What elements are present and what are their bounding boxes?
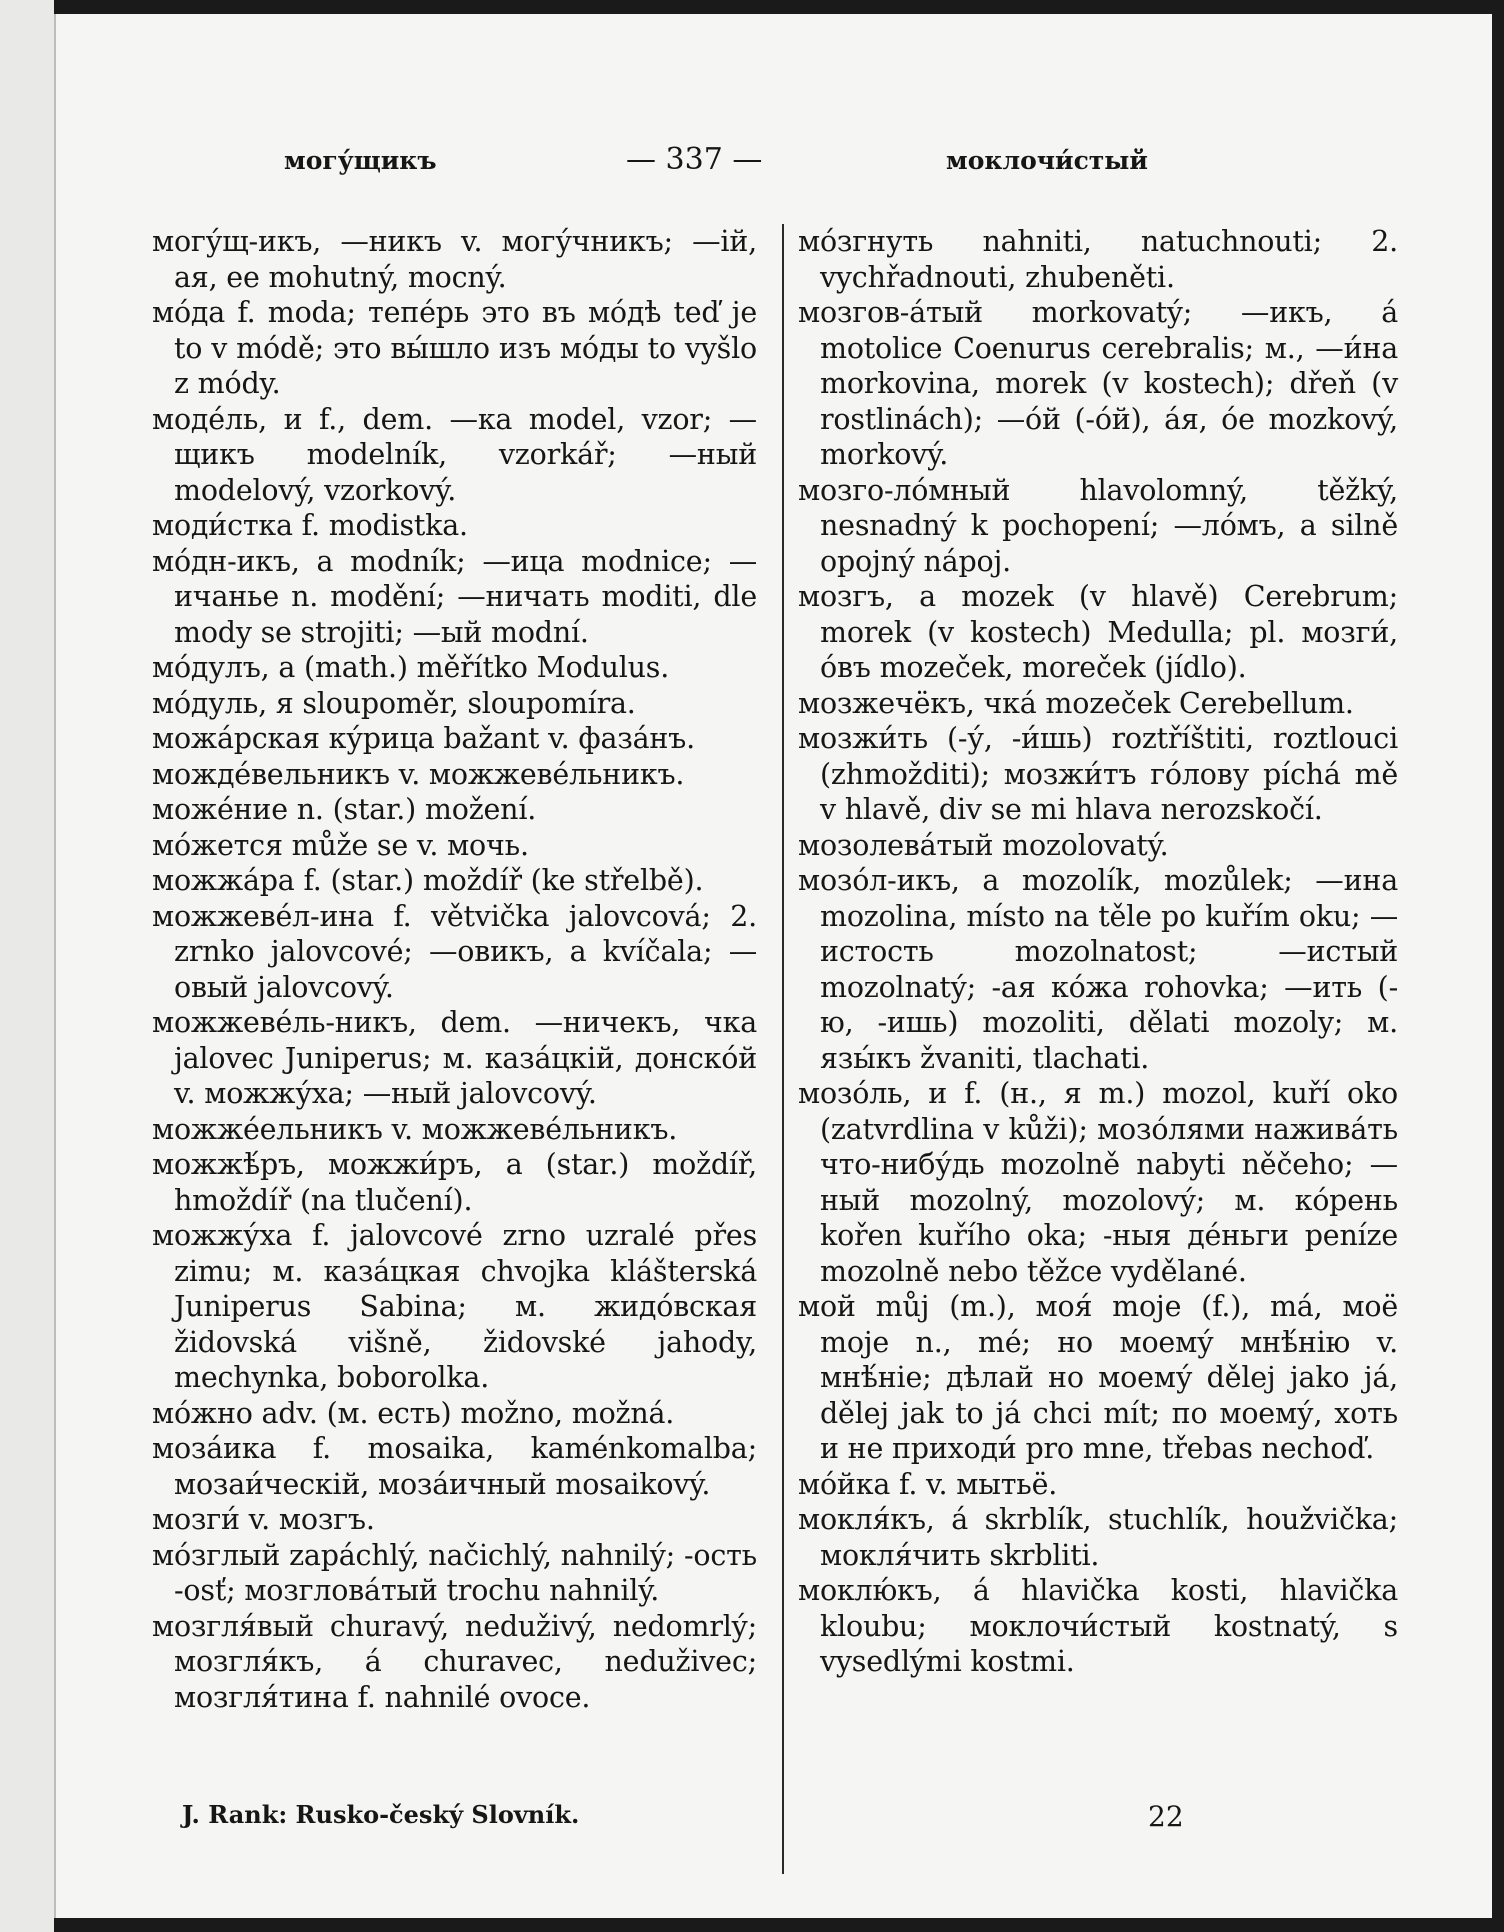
facing-page-edge: [0, 0, 54, 1932]
dictionary-entry: мозгля́вый churavý, neduživý, nedomrlý; мозгля́къ, á churavec, neduživec; мозгля́тина f. nahnilé ovoce.: [152, 1609, 757, 1714]
dictionary-entry: мозолева́тый mozolovatý.: [798, 828, 1169, 862]
dictionary-entry: мо́йка f. v. мытьё.: [798, 1467, 1058, 1501]
dictionary-entry: можжеве́ль-никъ, dem. —ничекъ, чка jalovec Juniperus; м. каза́цкій, донско́й v. можжу́ха; —ный jalovcový.: [152, 1006, 757, 1110]
dictionary-entry: мозо́л-икъ, a mozolík, mozůlek; —ина mozolina, místo na těle po kuřím oku; —истость mozolnatost; —истый mozolnatý; -ая ко́жа rohovka; —ить (-ю, -ишь) mozoliti, dělati mozoly; м. язы́къ žvaniti, tlachati.: [798, 864, 1398, 1075]
dictionary-entry: мо́дулъ, a (math.) měřítko Modulus.: [152, 651, 670, 684]
dictionary-entry: мозго-ло́мный hlavolomný, těžký, nesnadný k pochopení; —ло́мъ, a silně opojný nápoj.: [798, 473, 1398, 578]
dictionary-entry: можде́вельникъ v. можжеве́льникъ.: [152, 757, 685, 791]
column-divider: [782, 224, 784, 1874]
signature-mark: 22: [1148, 1800, 1184, 1833]
dictionary-entry: мо́зглый zapáchlý, načichlý, nahnilý; -ость -osť; мозглова́тый trochu nahnilý.: [152, 1538, 757, 1607]
page-number: — 337 —: [626, 142, 763, 177]
left-column: [152, 224, 757, 1715]
dictionary-entry: мозо́ль, и f. (н., я m.) mozol, kuří oko (zatvrdlina v kůži); мозо́лями нажива́ть что-нибу́дь mozolně nabyti něčeho; —ный mozolný, mozolový; м. ко́рень kořen kuřího oka; -ныя де́ньги peníze mozolně nebo těžce vydělané.: [798, 1077, 1398, 1288]
dictionary-entry: моза́ика f. mosaika, kaménkomalba; мозаи́ческій, моза́ичный mosaikový.: [152, 1432, 757, 1501]
dictionary-entry: могу́щ-икъ, —никъ v. могу́чникъ; —ій, ая, ее mohutný, mocný.: [152, 225, 757, 294]
dictionary-entry: мо́дуль, я sloupoměr, sloupomíra.: [152, 686, 636, 720]
dictionary-entry: моди́стка f. modistka.: [152, 509, 468, 542]
header-right-guideword: моклочи́стый: [946, 146, 1148, 175]
footer-imprint: J. Rank: Rusko-český Slovník.: [182, 1800, 580, 1829]
right-column: [798, 224, 1398, 1680]
dictionary-entry: моклю́къ, á hlavička kosti, hlavička kloubu; моклочи́стый kostnatý, s vysedlými kostmi.: [798, 1574, 1398, 1678]
dictionary-entry: мозжечёкъ, чка́ mozeček Cerebellum.: [798, 686, 1354, 720]
dictionary-entry: можжѣ́ръ, можжи́ръ, a (star.) moždíř, hmoždíř (na tlučení).: [152, 1148, 757, 1217]
page-header: [56, 132, 1492, 177]
dictionary-entry: мо́жно adv. (м. есть) možno, možná.: [152, 1396, 675, 1430]
dictionary-entry: можже́ельникъ v. можжеве́льникъ.: [152, 1112, 678, 1146]
dictionary-entry: мокля́къ, á skrblík, stuchlík, houžvička; мокля́чить skrbliti.: [798, 1503, 1398, 1572]
dictionary-entry: мозжи́ть (-у́, -и́шь) roztříštiti, roztlouci (zhmožditi); мозжи́тъ го́лову píchá mě v hlavě, div se mi hlava nerozskočí.: [798, 722, 1398, 826]
dictionary-entry: може́ние n. (star.) možení.: [152, 793, 537, 826]
dictionary-entry: мозгов-а́тый morkovatý; —икъ, á motolice Coenurus cerebralis; м., —и́на morkovina, morek (v kostech); dřeň (v rostlinách); —о́й (-о́й), а́я, о́е mozkový, morkový.: [798, 296, 1398, 471]
dictionary-entry: мозгъ, a mozek (v hlavě) Cerebrum; morek (v kostech) Medulla; pl. мозги́, о́въ mozeček, moreček (jídlo).: [798, 580, 1398, 684]
header-left-guideword: могу́щикъ: [284, 146, 437, 175]
dictionary-entry: мой můj (m.), моя́ moje (f.), má, моё moje n., mé; но моему́ мнѣ́нію v. мнѣ́ніе; дѣлай но моему́ dělej jako já, dělej jak to já chci mít; по моему́, хоть и не приходи́ pro mne, třebas nechoď.: [798, 1290, 1398, 1465]
dictionary-entry: мо́дн-икъ, a modník; —ица modnice; —ичанье n. modění; —ничать moditi, dle mody se strojiti; —ый modní.: [152, 544, 757, 649]
dictionary-entry: мозги́ v. мозгъ.: [152, 1503, 375, 1536]
dictionary-entry: можа́рская ку́рица bažant v. фаза́нъ.: [152, 722, 695, 755]
dictionary-page: [54, 14, 1492, 1918]
dictionary-entry: можжу́ха f. jalovcové zrno uzralé přes zimu; м. каза́цкая chvojka klášterská Juniperus Sabina; м. жидо́вская židovská višně, židovské jahody, mechynka, boborolka.: [152, 1219, 757, 1394]
dictionary-entry: мо́да f. moda; тепе́рь это въ мо́дѣ teď je to v módě; это вы́шло изъ мо́ды to vyšlo z módy.: [152, 296, 757, 400]
dictionary-entry: моде́ль, и f., dem. —ка model, vzor; —щикъ modelník, vzorkář; —ный modelový, vzorkový.: [152, 402, 757, 507]
dictionary-entry: можжеве́л-ина f. větvička jalovcová; 2. zrnko jalovcové; —овикъ, a kvíčala; —овый jalovcový.: [152, 899, 757, 1004]
dictionary-entry: мо́згнуть nahniti, natuchnouti; 2. vychřadnouti, zhubeněti.: [798, 225, 1398, 294]
dictionary-entry: мо́жется může se v. мочь.: [152, 828, 529, 862]
dictionary-entry: можжа́ра f. (star.) moždíř (ke střelbě).: [152, 864, 704, 897]
